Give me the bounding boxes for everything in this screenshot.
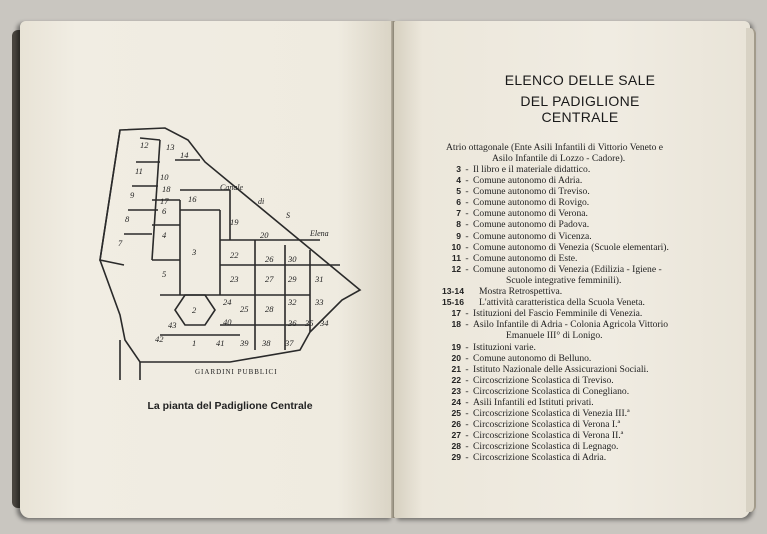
list-item — [442, 297, 742, 308]
list-item-text: Asilo Infantile di Adria - Colonia Agricola Vittorio — [473, 319, 669, 331]
list-item-number: 28 — [451, 441, 461, 452]
intro-text — [446, 142, 746, 164]
list-item-dash: - — [465, 164, 469, 175]
list-item — [442, 430, 742, 441]
list-item-dash: - — [465, 175, 469, 187]
list-item — [442, 386, 742, 397]
room-14: 14 — [180, 150, 189, 160]
list-item-text: Circoscrizione Scolastica di Adria. — [473, 452, 607, 464]
room-37: 37 — [285, 338, 294, 348]
list-item-text: Istituto Nazionale delle Assicurazioni Sociali. — [473, 363, 649, 375]
room-20: 20 — [260, 230, 269, 240]
room-22: 22 — [230, 250, 239, 260]
list-item-number: 24 — [451, 396, 461, 407]
room-35: 35 — [305, 318, 314, 328]
room-32: 32 — [288, 297, 297, 307]
room-40: 40 — [223, 317, 232, 327]
room-2: 2 — [192, 305, 197, 315]
list-item-text: Circoscrizione Scolastica di Treviso. — [473, 374, 614, 386]
list-item-text: Circoscrizione Scolastica di Verona II.ª — [473, 430, 624, 442]
room-4: 4 — [162, 230, 167, 240]
room-27: 27 — [265, 274, 274, 284]
room-38: 38 — [262, 338, 271, 348]
list-title-line2: DEL PADIGLIONE CENTRALE — [520, 93, 640, 125]
list-item — [442, 419, 742, 430]
intro-line2: Asilo Infantile di Lozzo - Cadore). — [492, 153, 626, 164]
list-item-dash: - — [465, 186, 469, 198]
list-item — [442, 208, 742, 219]
list-item-text: Comune autonomo di Padova. — [473, 219, 590, 231]
room-6: 6 — [162, 206, 167, 216]
room-10: 10 — [160, 172, 169, 182]
list-item — [442, 264, 742, 275]
room-42: 42 — [155, 334, 164, 344]
room-29: 29 — [288, 274, 297, 284]
room-25: 25 — [240, 304, 249, 314]
room-33: 33 — [315, 297, 324, 307]
list-item-text: Comune autonomo di Venezia (Scuole elementari). — [473, 241, 669, 253]
list-item — [442, 342, 742, 353]
list-item-number: 19 — [451, 341, 461, 352]
list-item-number: 21 — [451, 363, 461, 374]
list-item — [442, 231, 742, 242]
list-item — [442, 186, 742, 197]
list-item-dash: - — [465, 352, 469, 364]
list-item-number: 20 — [451, 352, 461, 363]
list-item — [442, 164, 742, 175]
room-23: 23 — [230, 274, 239, 284]
room-28: 28 — [265, 304, 274, 314]
list-item-text: Comune autonomo di Este. — [473, 252, 578, 264]
room-7: 7 — [118, 238, 123, 248]
list-item-text: Circoscrizione Scolastica di Legnago. — [473, 441, 619, 453]
room-8: 8 — [125, 214, 130, 224]
list-item-number: 13-14 — [442, 286, 464, 297]
room-18: 18 — [162, 184, 171, 194]
list-item-text: L'attività caratteristica della Scuola Veneta. — [479, 297, 645, 309]
list-item — [442, 319, 742, 330]
list-item-text: Comune autonomo di Treviso. — [473, 186, 590, 198]
room-list — [442, 164, 742, 464]
list-item-number: 29 — [451, 452, 461, 463]
label-canale: Canale — [220, 183, 244, 192]
room-43: 43 — [168, 320, 177, 330]
list-item-dash: - — [465, 441, 469, 453]
list-item-text: Comune autonomo di Rovigo. — [473, 197, 590, 209]
list-item-text: Circoscrizione Scolastica di Conegliano. — [473, 385, 630, 397]
list-item — [442, 197, 742, 208]
list-item-number: 7 — [456, 208, 461, 219]
book-edge-right — [746, 28, 756, 512]
list-item — [442, 364, 742, 375]
list-item-text: Circoscrizione Scolastica di Venezia III.ª — [473, 408, 630, 420]
list-item-text: Comune autonomo di Vicenza. — [473, 230, 592, 242]
list-item-number: 4 — [456, 175, 461, 186]
list-item-text: Istituzioni varie. — [473, 341, 536, 353]
list-item-number: 26 — [451, 419, 461, 430]
list-item-number: 11 — [451, 252, 461, 263]
list-item-text: Comune autonomo di Belluno. — [473, 352, 592, 364]
room-11: 11 — [135, 166, 143, 176]
room-41: 41 — [216, 338, 225, 348]
list-item-number: 22 — [451, 374, 461, 385]
list-item-number: 3 — [456, 164, 461, 174]
list-item — [442, 253, 742, 264]
list-item-dash: - — [465, 241, 469, 253]
list-item-dash: - — [465, 230, 469, 242]
list-item-number: 25 — [451, 408, 461, 419]
list-item-number: 12 — [451, 263, 461, 274]
room-39: 39 — [240, 338, 249, 348]
list-item — [442, 397, 742, 408]
room-19: 19 — [230, 217, 239, 227]
list-item — [442, 308, 742, 319]
list-item-text: Comune autonomo di Adria. — [473, 175, 583, 187]
room-1: 1 — [192, 338, 197, 348]
list-item-continuation: Emanuele III° di Lonigo. — [506, 330, 603, 342]
list-item-dash: - — [465, 363, 469, 375]
list-item-dash: - — [465, 452, 469, 464]
list-item-dash: - — [465, 408, 469, 420]
list-item-text: Mostra Retrospettiva. — [479, 286, 563, 298]
list-item-dash: - — [465, 219, 469, 231]
list-title-line1: ELENCO DELLE SALE — [504, 72, 656, 88]
room-5: 5 — [162, 269, 167, 279]
list-item-number: 23 — [451, 385, 461, 396]
list-item — [442, 441, 742, 452]
label-di: di — [258, 197, 265, 206]
list-item-number: 15-16 — [442, 297, 464, 308]
room-24: 24 — [223, 297, 232, 307]
list-item-dash: - — [465, 385, 469, 397]
list-item — [442, 452, 742, 463]
list-item-dash: - — [465, 252, 469, 264]
list-item-text: Comune autonomo di Venezia (Edilizia - Igiene - — [473, 263, 662, 275]
room-34: 34 — [320, 318, 329, 328]
floor-plan — [80, 100, 380, 380]
list-item-text: Circoscrizione Scolastica di Verona I.ª — [473, 419, 621, 431]
list-item-number: 10 — [451, 241, 461, 252]
list-item-text: Istituzioni del Fascio Femminile di Venezia. — [473, 308, 643, 320]
label-giardini: GIARDINI PUBBLICI — [195, 368, 278, 376]
list-item-dash: - — [465, 374, 469, 386]
list-item-text: Comune autonomo di Verona. — [473, 208, 588, 220]
list-item-dash: - — [465, 419, 469, 431]
list-item-dash: - — [465, 396, 469, 408]
list-item-dash: - — [465, 319, 469, 331]
list-item — [442, 408, 742, 419]
list-item-number: 5 — [456, 186, 461, 197]
room-30: 30 — [288, 254, 297, 264]
room-36: 36 — [288, 318, 297, 328]
intro-line1: Atrio ottagonale (Ente Asili Infantili di Vittorio Veneto e — [446, 142, 664, 153]
list-item-dash: - — [465, 263, 469, 275]
list-item-dash: - — [465, 208, 469, 220]
room-9: 9 — [130, 190, 135, 200]
list-item — [442, 175, 742, 186]
list-item — [442, 242, 742, 253]
list-item-dash: - — [465, 430, 469, 442]
list-item-dash: - — [465, 341, 469, 353]
list-item — [442, 219, 742, 230]
list-item-number: 18 — [451, 319, 461, 330]
list-item-number: 17 — [451, 308, 461, 319]
room-16: 16 — [188, 194, 197, 204]
list-item — [442, 353, 742, 364]
room-12: 12 — [140, 140, 149, 150]
list-item — [442, 286, 742, 297]
label-elena: Elena — [310, 229, 329, 238]
label-s: S — [286, 211, 290, 220]
list-item-dash: - — [465, 308, 469, 320]
plan-caption: La pianta del Padiglione Centrale — [147, 400, 313, 412]
room-26: 26 — [265, 254, 274, 264]
list-item-number: 9 — [456, 230, 461, 241]
list-item-number: 6 — [456, 197, 461, 208]
room-3: 3 — [192, 247, 197, 257]
room-13: 13 — [166, 142, 175, 152]
room-numbers — [118, 140, 329, 348]
list-item-text: Il libro e il materiale didattico. — [473, 164, 591, 175]
list-item-dash: - — [465, 197, 469, 209]
list-item-text: Asili Infantili ed Istituti privati. — [473, 396, 594, 408]
list-item — [442, 375, 742, 386]
room-17: 17 — [160, 196, 169, 206]
list-item-number: 27 — [451, 430, 461, 441]
list-item-number: 8 — [456, 219, 461, 230]
room-31: 31 — [315, 274, 324, 284]
list-item-continuation: Scuole integrative femminili). — [506, 274, 622, 286]
